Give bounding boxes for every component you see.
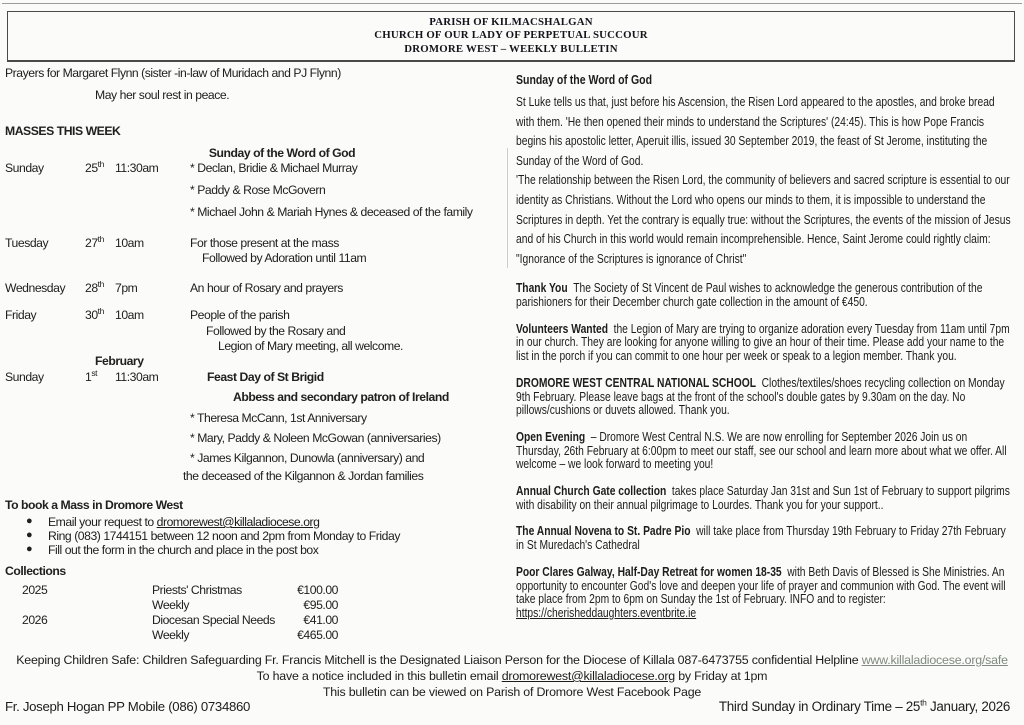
bulletin-email-link[interactable]: dromorewest@killaladiocese.org [501,669,675,683]
mass-intention: People of the parish [190,308,290,322]
mass-date: 1st [85,367,98,384]
notice-school-recycling: DROMORE WEST CENTRAL NATIONAL SCHOOL Clothes/textiles/shoes recycling collection on Monday 9th February. Please leave bags at the front of the school's double gates by 9.30am on the day. No pillows/cushions or duvets allowed. Thank you. [516,374,1005,418]
notice-volunteers: Volunteers Wanted the Legion of Mary are trying to organize adoration every Tuesday from 11am until 7pm in our church. They are looking for anyone willing to give an hour of their time. Please add your name to the list in the porch if you can commit to one hour per week or speak to a legion member. Thank you. [516,320,1010,364]
priest-contact: Fr. Joseph Hogan PP Mobile (086) 0734860 [5,699,251,714]
church-name: CHURCH OF OUR LADY OF PERPETUAL SUCCOUR [374,29,648,42]
safeguarding-line: Keeping Children Safe: Children Safeguarding Fr. Francis Mitchell is the Designated Liaison Person for the Diocese of Killala 087-6473755 confidential Helpline www.killaladiocese.org/safe [16,653,1008,667]
safeguarding-link[interactable]: www.killaladiocese.org/safe [861,653,1008,667]
mass-intention: the deceased of the Kilgannon & Jordan families [183,469,424,483]
scan-divider [507,148,508,268]
mass-date: 30th [85,305,104,322]
notice-lead: DROMORE WEST CENTRAL NATIONAL SCHOOL [516,374,757,390]
bulletin-header [7,11,1015,62]
parish-name: PARISH OF KILMACSHALGAN [429,16,593,28]
word-of-god-para2: 'The relationship between the Risen Lord, the community of believers and sacred scripture is essential to our identity as Christians. Without the Lord who opens our minds to them, it is impossible to understand the Scriptures in depth. Yet the contrary is equally true: without the Scriptures, the events of the mission of Jesus and of his Church in this world would remain incomprehensible. Hence, Saint Jerome could rightly claim: [516,172,1011,247]
email-link[interactable]: dromorewest@killaladiocese.org [156,515,320,529]
collection-amount: €95.00 [303,598,338,612]
notice-lead: The Annual Novena to St. Padre Pio [516,523,691,539]
mass-intention: Followed by the Rosary and [206,324,346,338]
right-column [516,72,1014,620]
collection-year: 2026 [22,613,48,627]
collection-label: Weekly [152,598,190,612]
notice-lead: Open Evening [516,428,586,444]
prayers-line: Prayers for Margaret Flynn (sister -in-law of Muridach and PJ Flynn) [5,66,341,80]
notice-lead: Thank You [516,280,568,296]
notice-submission-line: To have a notice included in this bulletin email dromorewest@killaladiocese.org by Friday at 1pm [256,669,768,683]
collection-year: 2025 [22,583,48,597]
mass-intention: * Theresa McCann, 1st Anniversary [190,411,367,425]
mass-time: 7pm [115,281,138,295]
word-of-god-para1: St Luke tells us that, just before his Ascension, the Risen Lord appeared to the apostles, and broke bread with them. 'He then opened their minds to understand the Scriptures' (24:45). This is how Pope Francis begins his apostolic letter, Aperuit illis, issued 30 September 2019, the feast of St Jerome, instituting the Sunday of the Word of God. [516,94,995,168]
collection-label: Weekly [152,628,190,642]
footer [0,650,1024,722]
sunday-word-heading: Sunday of the Word of God [208,146,356,160]
facebook-line: This bulletin can be viewed on Parish of Dromore West Facebook Page [322,685,702,699]
notice-lead: Volunteers Wanted [516,320,609,336]
mass-day: Wednesday [5,281,66,295]
bullet-icon: ● [26,543,33,555]
mass-intention: Followed by Adoration until 11am [202,251,367,265]
collection-label: Diocesan Special Needs [152,613,275,627]
collection-label: Priests' Christmas [152,583,242,597]
mass-day: Tuesday [5,236,49,250]
book-mass-title: To book a Mass in Dromore West [5,498,183,512]
feast-subtitle: Abbess and secondary patron of Ireland [233,390,449,404]
left-column: Prayers for Margaret Flynn (sister -in-law of Muridach and PJ Flynn) May her soul rest in peace. MASSES THIS WEEK Sunday of the Word of God Sunday 25th 11:30am * Declan, Bridie & Michael Murray * Paddy & Rose McGovern * Michael John & Mariah Hynes & deceased of the family Tuesday 27th 10am For those present at the mass Followed by Adoration until 11am Wednesday 28th 7pm An hour of Rosary and prayers Friday 30th 10am People of the parish Followed by the Rosary and Legion of Mary meeting, all welcome. February Sunday 1st 11:30am Feast Day of St Brigid Abbess and secondary patron of Ireland * Theresa McCann, 1st Anniversary * Mary, Paddy & Noleen McGowan (anniversaries) * James Kilgannon, Dunowla (anniversary) and the deceased of the Kilgannon & Jordan families To book a Mass in Dromore West ● Email your request to dromorewest@killaladiocese.org ● Ring (083) 1744151 between 12 noon and 2pm from Monday to Friday ● Fill out the form in the church and place in the post box Collections 2025 Priests' Christmas €100.00 Weekly €95.00 2026 Diocesan Special Needs €41.00 Weekly €465.00 [5,66,473,642]
mass-intention: * Michael John & Mariah Hynes & deceased of the family [190,205,473,219]
mass-intention: An hour of Rosary and prayers [190,281,343,295]
mass-day: Sunday [5,161,44,175]
bullet-icon: ● [26,529,33,541]
mass-time: 11:30am [115,370,159,384]
bullet-icon: ● [26,515,33,527]
word-of-god-heading: Sunday of the Word of God [516,72,653,87]
mass-intention: For those present at the mass [190,236,339,250]
masses-title: MASSES THIS WEEK [5,124,121,138]
mass-intention: * James Kilgannon, Dunowla (anniversary) and [190,451,425,465]
collections-title: Collections [5,564,66,578]
mass-intention: * Mary, Paddy & Noleen McGowan (anniversaries) [190,431,441,445]
notice-thank-you: Thank You The Society of St Vincent de Paul wishes to acknowledge the generous contribution of the parishioners for their December church gate collection in the amount of €450. [516,280,983,310]
notice-lead: Annual Church Gate collection [516,483,667,499]
mass-day: Friday [5,308,37,322]
mass-intention: * Declan, Bridie & Michael Murray [190,161,358,175]
notice-church-gate: Annual Church Gate collection takes place Saturday Jan 31st and Sun 1st of February to support pilgrims with disability on their annual pilgrimage to Lourdes. Thank you for your support.. [516,483,1010,512]
feast-title: Feast Day of St Brigid [207,370,324,384]
notice-poor-clares: Poor Clares Galway, Half-Day Retreat for women 18-35 with Beth Davis of Blessed is She Ministries. An opportunity to encounter God's love and deepen your life of prayer and communion with God. The event will take place from 2pm to 6pm on Sunday the 1st of February. INFO and to register: https://cherisheddaughters.eventbrite.ie [516,563,1006,620]
sunday-title: Third Sunday in Ordinary Time – 25th January, 2026 [718,697,1010,714]
bulletin-title: DROMORE WEST – WEEKLY BULLETIN [404,42,618,55]
collection-amount: €100.00 [297,583,338,597]
prayers-line2: May her soul rest in peace. [95,88,230,102]
notice-lead: Poor Clares Galway, Half-Day Retreat for women 18-35 [516,563,782,579]
eventbrite-link[interactable]: https://cherisheddaughters.eventbrite.ie [516,605,697,620]
page-top-rule [2,3,1022,4]
mass-date: 28th [85,278,104,295]
mass-date: 27th [85,233,104,250]
mass-time: 10am [115,308,144,322]
collection-amount: €465.00 [297,628,338,642]
month-label: February [95,354,144,368]
mass-intention: Legion of Mary meeting, all welcome. [218,339,403,353]
mass-date: 25th [85,158,104,175]
mass-day: Sunday [5,370,44,384]
notice-novena: The Annual Novena to St. Padre Pio will take place from Thursday 19th February to Friday 27th February in St Muredach's Cathedral [516,523,1006,553]
mass-time: 11:30am [115,161,159,175]
mass-time: 10am [115,236,144,250]
notice-open-evening: Open Evening – Dromore West Central N.S. We are now enrolling for September 2026 Join us on Thursday, 26th February at 6:00pm to meet our staff, see our school and learn more about what we offer. All welcome – we look forward to meeting you! [516,428,1007,472]
collection-amount: €41.00 [303,613,338,627]
word-of-god-quote: "Ignorance of the Scriptures is ignorance of Christ" [516,250,747,266]
mass-intention: * Paddy & Rose McGovern [190,183,326,197]
